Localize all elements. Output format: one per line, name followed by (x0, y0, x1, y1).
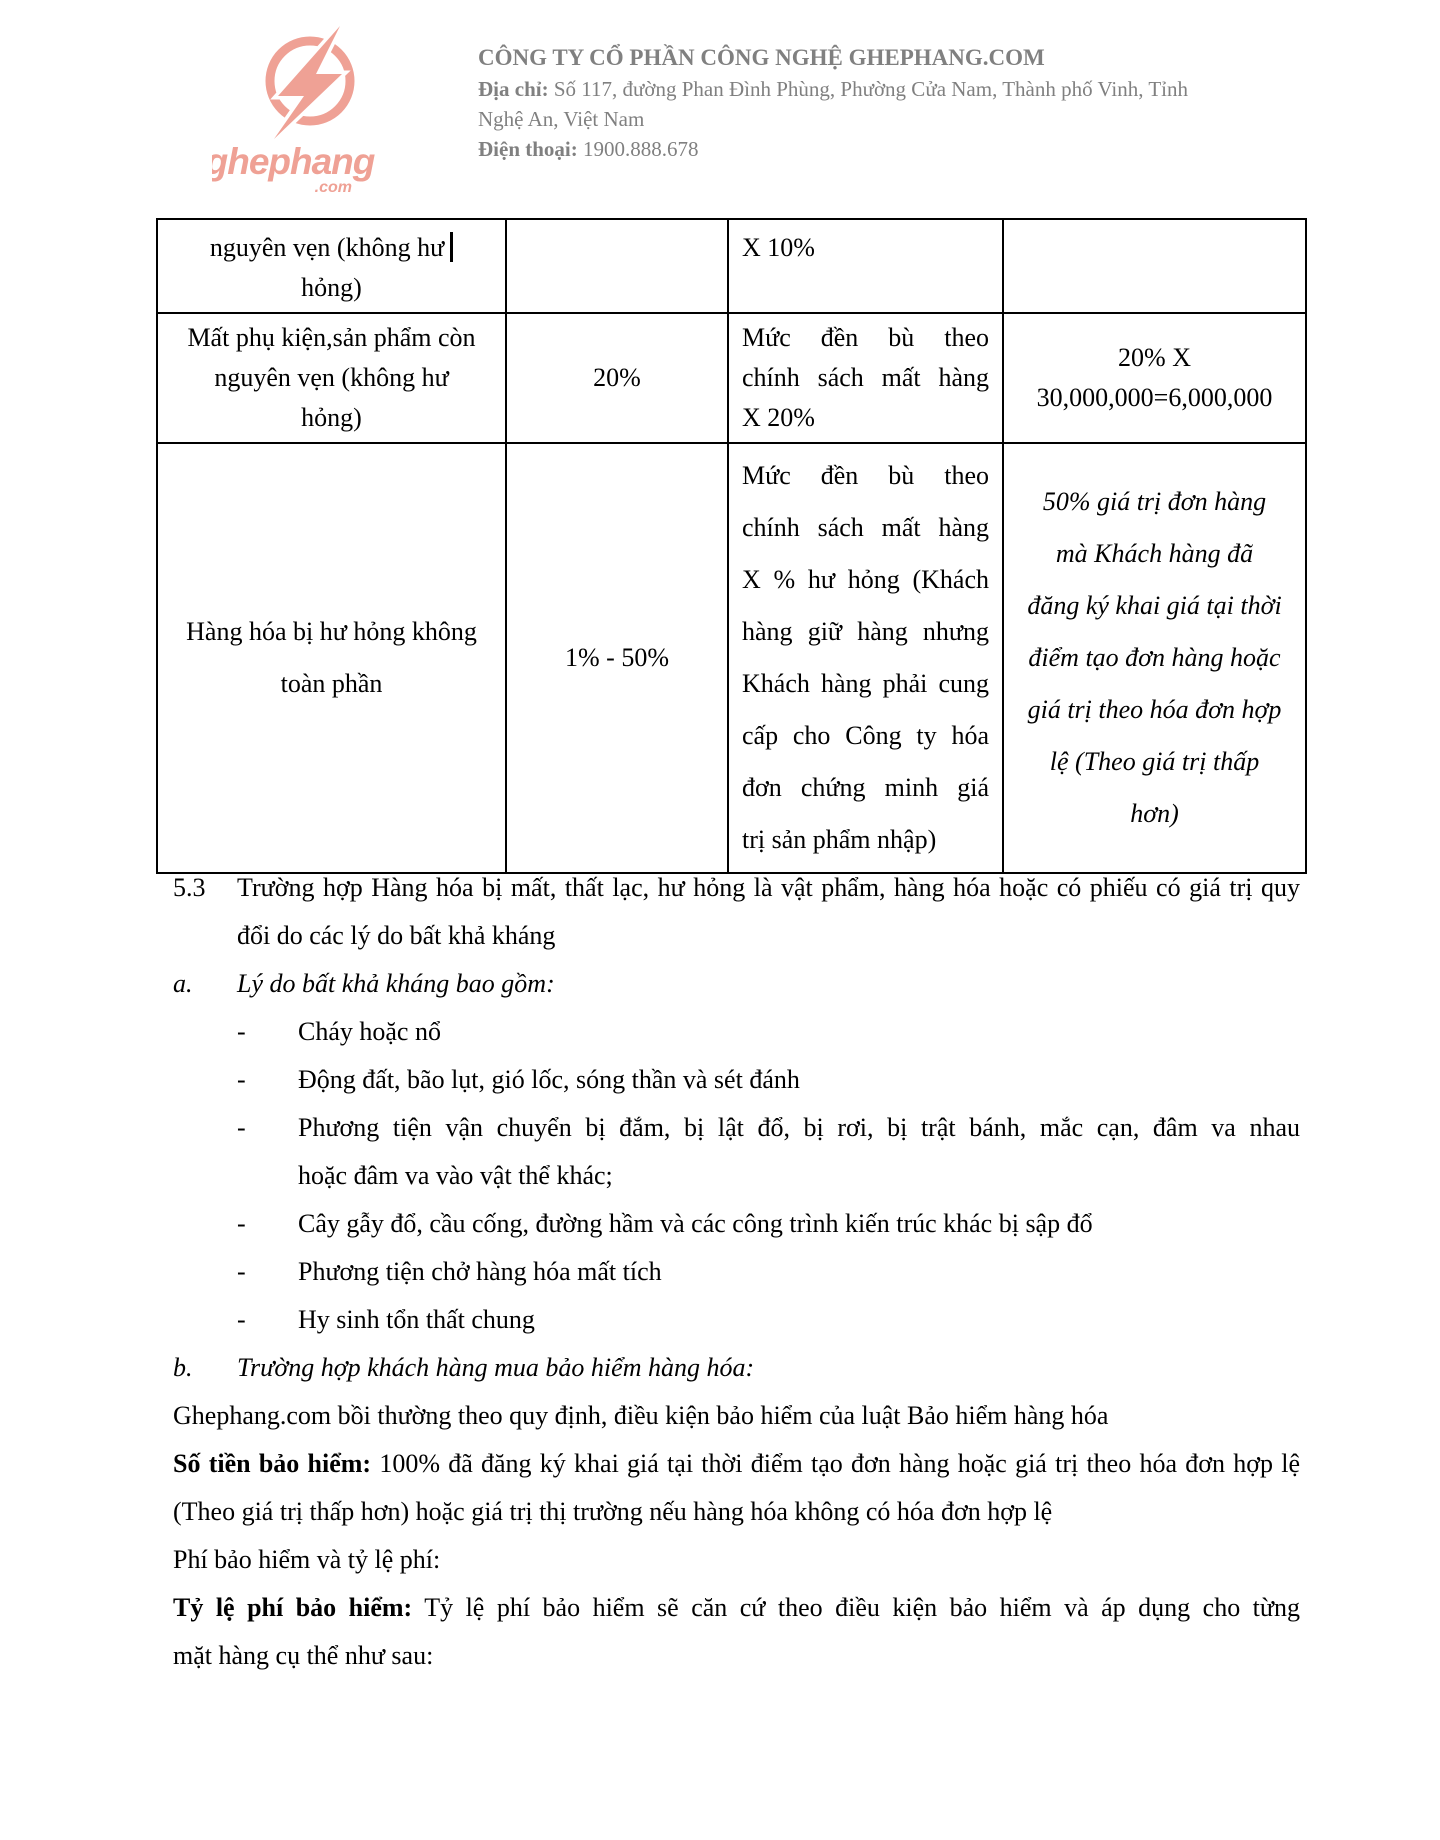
brand-wordmark: ghephang (212, 141, 375, 182)
clause-letter: b. (173, 1353, 193, 1382)
cell-line: toàn phần (280, 669, 383, 698)
brand-tld: .com (314, 179, 352, 196)
list-item-vehicle-accident (173, 1104, 1300, 1200)
cell-line: Khách hàng phải cung (742, 669, 989, 698)
bullet-dash: - (237, 1017, 246, 1046)
address-label: Địa chỉ: (478, 77, 549, 101)
clause-b (173, 1344, 1300, 1392)
list-item-missing-vehicle (173, 1248, 1300, 1296)
document-body (173, 864, 1300, 1680)
paragraph-text: Tỷ lệ phí bảo hiểm sẽ căn cứ theo điều kiện bảo hiểm và áp dụng cho từng (412, 1593, 1300, 1622)
list-item-fire (173, 1008, 1300, 1056)
table-cell-example (1003, 313, 1306, 443)
list-item-text: Động đất, bão lụt, gió lốc, sóng thần và sét đánh (298, 1065, 800, 1094)
list-item-collapse (173, 1200, 1300, 1248)
phone-label: Điện thoại: (478, 137, 578, 161)
table-cell-case (157, 443, 506, 873)
cell-line: nguyên vẹn (không hư (214, 363, 449, 392)
cell-line: đăng ký khai giá tại thời (1027, 591, 1282, 620)
list-item-text: Cây gẫy đổ, cầu cống, đường hầm và các công trình kiến trúc khác bị sập đổ (298, 1209, 1093, 1238)
bullet-dash: - (237, 1209, 246, 1238)
cell-line: nguyên vẹn (không hư (209, 233, 445, 262)
cell-line: Mức đền bù theo (742, 323, 989, 352)
table-cell-example (1003, 443, 1306, 873)
paragraph-text: 100% đã đăng ký khai giá tại thời điểm tạo đơn hàng hoặc giá trị theo hóa đơn hợp lệ (371, 1449, 1300, 1478)
clause-letter: a. (173, 969, 193, 998)
cell-line: hàng giữ hàng nhưng (742, 617, 989, 646)
company-header (478, 42, 1190, 164)
clause-a (173, 960, 1300, 1008)
clause-number: 5.3 (173, 873, 206, 902)
cell-line: 30,000,000=6,000,000 (1036, 383, 1273, 412)
list-item-general-average (173, 1296, 1300, 1344)
cell-line: hỏng) (301, 273, 362, 302)
cell-line: cấp cho Công ty hóa (742, 721, 989, 750)
cell-line: X 20% (742, 403, 815, 432)
address-value: Số 117, đường Phan Đình Phùng, Phường Cửa Nam, Thành phố Vinh, Tỉnh Nghệ An, Việt Nam (478, 77, 1189, 131)
paragraph-insurer: Ghephang.com bồi thường theo quy định, điều kiện bảo hiểm của luật Bảo hiểm hàng hóa (173, 1401, 1109, 1430)
table-cell-policy (728, 443, 1003, 873)
paragraph-fee-title: Phí bảo hiểm và tỷ lệ phí: (173, 1545, 441, 1574)
clause-text-line: đổi do các lý do bất khả kháng (237, 921, 556, 950)
cell-line: Hàng hóa bị hư hỏng không (186, 617, 477, 646)
bullet-dash: - (237, 1065, 246, 1094)
table-cell-percent (506, 219, 728, 313)
paragraph-fee-rate (173, 1584, 1300, 1680)
table-cell-policy (728, 219, 1003, 313)
clause-text-line: Lý do bất khả kháng bao gồm: (237, 969, 555, 998)
paragraph-text: (Theo giá trị thấp hơn) hoặc giá trị thị trường nếu hàng hóa không có hóa đơn hợp lệ (173, 1497, 1053, 1526)
cell-line: hơn) (1130, 799, 1179, 828)
cell-line: Mức đền bù theo (742, 461, 989, 490)
cell-line: 20% X (1118, 343, 1191, 372)
cell-line: điểm tạo đơn hàng hoặc (1028, 643, 1281, 672)
cell-line: mà Khách hàng đã (1055, 539, 1254, 568)
company-name: CÔNG TY CỔ PHẦN CÔNG NGHỆ GHEPHANG.COM (478, 45, 1045, 70)
bullet-dash: - (237, 1305, 246, 1334)
list-item-earthquake (173, 1056, 1300, 1104)
table-row-partial-damage (157, 443, 1306, 873)
paragraph-insurance-amount (173, 1440, 1300, 1536)
cell-line: X 10% (742, 233, 815, 262)
table-cell-policy (728, 313, 1003, 443)
list-item-text: hoặc đâm va vào vật thể khác; (298, 1161, 613, 1190)
table-row-lost-accessories (157, 313, 1306, 443)
table-cell-example (1003, 219, 1306, 313)
list-item-text: Hy sinh tổn thất chung (298, 1305, 535, 1334)
paragraph-label: Tỷ lệ phí bảo hiểm: (173, 1593, 413, 1622)
company-phone (478, 134, 1190, 164)
clause-5-3 (173, 864, 1300, 960)
paragraph-text: mặt hàng cụ thể như sau: (173, 1641, 434, 1670)
bullet-dash: - (237, 1257, 246, 1286)
table-row-intact-continuation (157, 219, 1306, 313)
paragraph-label: Số tiền bảo hiểm: (173, 1449, 372, 1478)
table-cell-percent: 20% (506, 313, 728, 443)
table-cell-case (157, 219, 506, 313)
cell-line: lệ (Theo giá trị thấp (1049, 747, 1260, 776)
table-cell-case (157, 313, 506, 443)
company-logo (212, 24, 412, 196)
lightning-bolt-icon (212, 24, 412, 196)
list-item-text: Cháy hoặc nổ (298, 1017, 441, 1046)
company-address (478, 74, 1190, 134)
cell-line: X % hư hỏng (Khách (742, 565, 989, 594)
compensation-table (156, 218, 1307, 874)
clause-text-line: Trường hợp Hàng hóa bị mất, thất lạc, hư hỏng là vật phẩm, hàng hóa hoặc có phiếu có giá trị quy (237, 873, 1300, 902)
bullet-dash: - (237, 1113, 246, 1142)
list-item-text: Phương tiện vận chuyển bị đắm, bị lật đổ, bị rơi, bị trật bánh, mắc cạn, đâm va nhau (298, 1113, 1300, 1142)
clause-text-line: Trường hợp khách hàng mua bảo hiểm hàng hóa: (237, 1353, 755, 1382)
list-item-text: Phương tiện chở hàng hóa mất tích (298, 1257, 662, 1286)
cell-line: 50% giá trị đơn hàng (1042, 487, 1267, 516)
cell-line: đơn chứng minh giá (742, 773, 989, 802)
cell-line: hỏng) (301, 403, 362, 432)
table-cell-percent: 1% - 50% (506, 443, 728, 873)
cell-line: trị sản phẩm nhập) (742, 825, 937, 854)
text-cursor-caret (450, 232, 453, 262)
cell-line: Mất phụ kiện,sản phẩm còn (187, 323, 476, 352)
cell-line: chính sách mất hàng (742, 513, 989, 542)
cell-line: chính sách mất hàng (742, 363, 989, 392)
phone-value: 1900.888.678 (583, 137, 699, 161)
cell-line: giá trị theo hóa đơn hợp (1027, 695, 1282, 724)
